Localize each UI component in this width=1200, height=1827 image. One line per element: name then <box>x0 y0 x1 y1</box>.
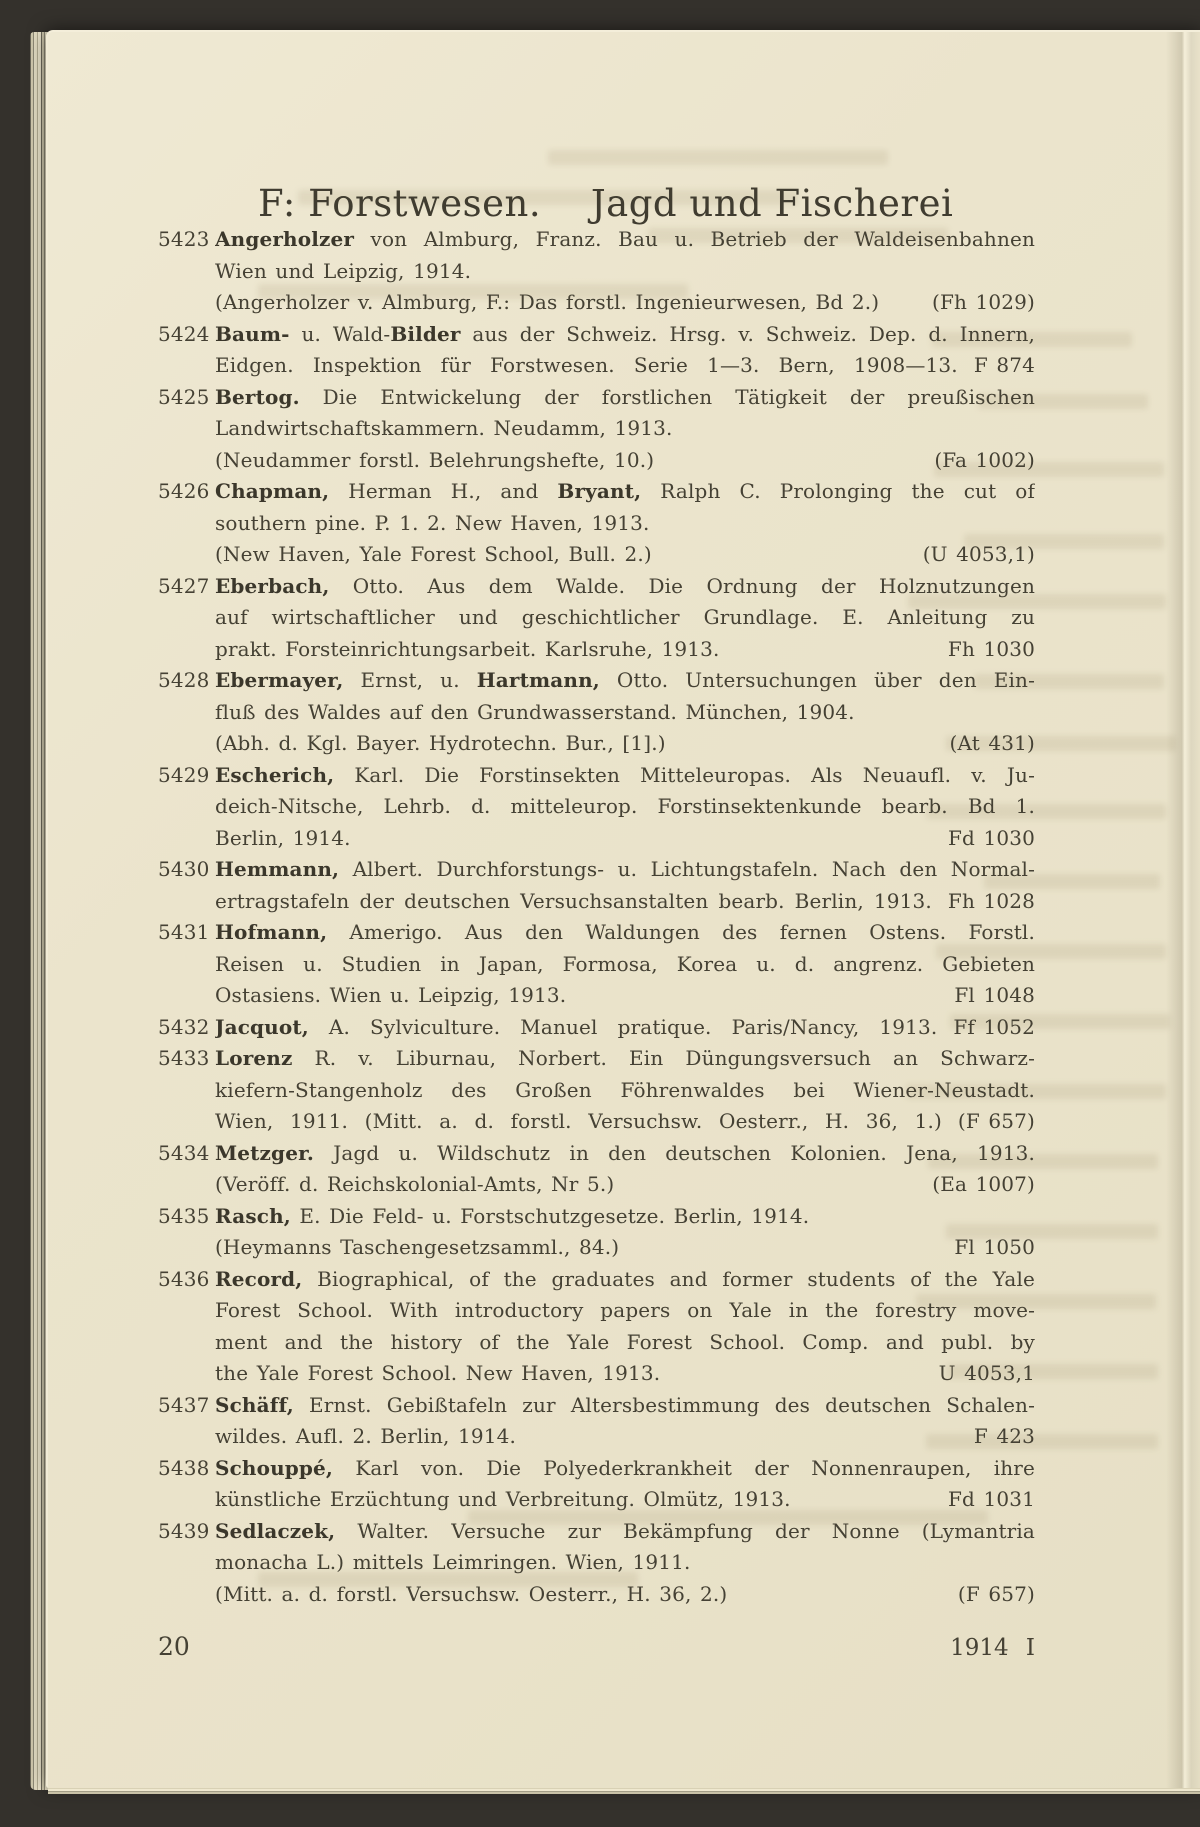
entry-text: Reisen u. Studien in Japan, Formosa, Korea u. d. angrenz. Gebieten <box>215 951 1035 976</box>
shelfmark: (Ea 1007) <box>932 1172 1035 1196</box>
entry-number: 5428 <box>158 668 210 692</box>
entry-author: Baum- <box>215 321 290 346</box>
catalog-entry <box>158 319 1035 382</box>
entry-number: 5427 <box>158 573 210 598</box>
entry-text: (Angerholzer v. Almburg, F.: Das forstl. Ingenieurwesen, Bd 2.) <box>215 290 880 314</box>
entry-text: prakt. Forsteinrichtungsarbeit. Karlsruhe, 1913. <box>215 636 720 661</box>
entry-text: monacha L.) mittels Leimringen. Wien, 1911. <box>215 1550 691 1574</box>
entry-line <box>215 1295 1035 1327</box>
entry-number: 5425 <box>158 384 210 409</box>
shelfmark: (F 657) <box>957 1581 1035 1606</box>
entry-text: (Mitt. a. d. forstl. Versuchsw. Oesterr., H. 36, 2.) <box>215 1581 728 1606</box>
entry-author: Metzger. <box>215 1140 315 1165</box>
entry-line <box>215 1390 1035 1422</box>
catalog-entry <box>158 476 1035 571</box>
shelfmark: Fd 1031 <box>948 1487 1035 1511</box>
entry-line <box>215 1012 1035 1044</box>
entry-text: wildes. Aufl. 2. Berlin, 1914. <box>215 1424 517 1448</box>
entry-text: Ernst, u. <box>343 668 477 692</box>
section-heading: F: Forstwesen. Jagd und Fischerei <box>258 182 954 225</box>
entry-author: Jacquot, <box>215 1014 309 1039</box>
entry-line <box>215 917 1035 949</box>
entry-text: (Veröff. d. Reichskolonial-Amts, Nr 5.) <box>215 1172 615 1196</box>
entry-line <box>215 1484 1035 1516</box>
entry-author: Angerholzer <box>215 227 355 251</box>
entry-line <box>215 256 1035 288</box>
entry-line <box>215 1169 1035 1201</box>
catalog-entry <box>158 1201 1035 1264</box>
catalog-entry <box>158 760 1035 855</box>
entry-text: A. Sylviculture. Manuel pratique. Paris/Nancy, 1913. <box>308 1014 938 1039</box>
entry-text: Herman H., and <box>329 479 558 503</box>
shelfmark: Fl 1050 <box>954 1235 1035 1259</box>
catalog-entry <box>158 1264 1035 1390</box>
entry-author: Bryant, <box>557 479 642 503</box>
shelfmark: (F 657) <box>957 1109 1035 1133</box>
entry-line <box>215 980 1035 1012</box>
entry-line <box>215 1579 1035 1611</box>
entry-text: ertragstafeln der deutschen Versuchsanstalten bearb. Berlin, 1913. <box>215 888 932 913</box>
entry-line <box>215 413 1035 445</box>
entry-author: Rasch, <box>215 1203 291 1228</box>
volume-label: 1914 I <box>950 1635 1035 1661</box>
entry-author: Ebermayer, <box>215 668 344 692</box>
entry-author: Sedlaczek, <box>215 1518 336 1543</box>
entry-text: Ralph C. Prolonging the cut of <box>641 479 1035 503</box>
entry-line <box>215 1358 1035 1390</box>
entry-number: 5433 <box>158 1046 210 1070</box>
entry-line <box>215 1547 1035 1579</box>
entry-text: the Yale Forest School. New Haven, 1913. <box>215 1361 661 1385</box>
entry-line <box>215 382 1035 414</box>
entry-text: deich-Nitsche, Lehrb. d. mitteleurop. Forstinsektenkunde bearb. Bd 1. <box>215 794 1035 818</box>
entry-line <box>215 760 1035 792</box>
shelfmark: Ff 1052 <box>953 1014 1035 1039</box>
shelfmark: F 423 <box>973 1424 1035 1448</box>
entry-line <box>215 508 1035 540</box>
entry-number: 5439 <box>158 1518 210 1543</box>
entry-text: (Neudammer forstl. Belehrungshefte, 10.) <box>215 447 655 472</box>
entry-author: Escherich, <box>215 762 335 787</box>
entry-author: Lorenz <box>215 1046 293 1070</box>
entry-text: (Heymanns Taschengesetzsamml., 84.) <box>215 1235 620 1259</box>
shelfmark: Fl 1048 <box>954 983 1035 1007</box>
entry-text: Berlin, 1914. <box>215 825 351 850</box>
catalog-entry <box>158 1138 1035 1201</box>
entry-number: 5438 <box>158 1455 210 1480</box>
entry-author: Chapman, <box>215 479 330 503</box>
entry-number: 5429 <box>158 762 210 787</box>
entry-text: fluß des Waldes auf den Grundwasserstand. München, 1904. <box>215 699 855 724</box>
entry-author: Record, <box>215 1266 303 1291</box>
entry-number: 5431 <box>158 920 210 944</box>
entry-text: Jagd u. Wildschutz in den deutschen Kolonien. Jena, 1913. <box>314 1140 1035 1165</box>
entry-author: Schouppé, <box>215 1455 334 1480</box>
shelfmark: Fd 1030 <box>948 825 1035 850</box>
entry-text: Albert. Durchforstungs- u. Lichtungstafeln. Nach den Normal- <box>339 857 1035 881</box>
entry-line <box>215 445 1035 477</box>
entry-text: Eidgen. Inspektion für Forstwesen. Serie 1—3. Bern, 1908—13. <box>215 353 958 377</box>
entry-line <box>215 886 1035 918</box>
entry-text: Wien und Leipzig, 1914. <box>215 258 472 283</box>
catalog-entry <box>158 571 1035 666</box>
entry-line <box>215 1516 1035 1548</box>
entry-line <box>215 224 1035 256</box>
entry-text: Ostasiens. Wien u. Leipzig, 1913. <box>215 983 567 1007</box>
entry-text: (New Haven, Yale Forest School, Bull. 2.) <box>215 542 652 566</box>
bibliography-entries <box>158 224 1035 1610</box>
catalog-entry <box>158 224 1035 319</box>
shelfmark: Fh 1030 <box>947 636 1035 661</box>
book-page <box>46 30 1200 1788</box>
entry-text: Die Entwickelung der forstlichen Tätigkeit der preußischen <box>299 384 1035 409</box>
entry-number: 5423 <box>158 227 210 251</box>
catalog-entry <box>158 1516 1035 1611</box>
entry-line <box>215 476 1035 508</box>
entry-text: Wien, 1911. (Mitt. a. d. forstl. Versuchsw. Oesterr., H. 36, 1.) <box>215 1109 942 1133</box>
entry-number: 5437 <box>158 1392 210 1417</box>
entry-text: u. Wald- <box>289 321 391 346</box>
page-fold-crease <box>1166 32 1200 1788</box>
entry-line <box>215 1201 1035 1233</box>
entry-line <box>215 823 1035 855</box>
shelfmark: U 4053,1 <box>938 1361 1035 1385</box>
shelfmark: (Fa 1002) <box>934 447 1035 472</box>
catalog-entry <box>158 854 1035 917</box>
entry-line <box>215 1327 1035 1359</box>
entry-line <box>215 1075 1035 1107</box>
entry-author: Hofmann, <box>215 920 328 944</box>
entry-text: von Almburg, Franz. Bau u. Betrieb der Waldeisenbahnen <box>354 227 1035 251</box>
entry-text: Karl. Die Forstinsekten Mitteleuropas. Als Neuaufl. v. Ju- <box>334 762 1035 787</box>
shelfmark: (At 431) <box>949 731 1035 755</box>
ink-bleedthrough <box>548 150 888 165</box>
entry-line <box>215 665 1035 697</box>
entry-number: 5430 <box>158 857 210 881</box>
entry-text: Otto. Untersuchungen über den Ein- <box>599 668 1035 692</box>
entry-line <box>215 602 1035 634</box>
entry-line <box>215 571 1035 603</box>
shelfmark: Fh 1028 <box>947 888 1035 913</box>
entry-author: Schäff, <box>215 1392 294 1417</box>
shelfmark: F 874 <box>973 353 1035 377</box>
shelfmark: (Fh 1029) <box>932 290 1035 314</box>
entry-text: Biographical, of the graduates and former students of the Yale <box>302 1266 1035 1291</box>
entry-text: southern pine. P. 1. 2. New Haven, 1913. <box>215 510 650 535</box>
entry-text: aus der Schweiz. Hrsg. v. Schweiz. Dep. d. Innern, <box>460 321 1035 346</box>
entry-text: Karl von. Die Polyederkrankheit der Nonnenraupen, ihre <box>333 1455 1035 1480</box>
entry-line <box>215 319 1035 351</box>
entry-number: 5436 <box>158 1266 210 1291</box>
entry-line <box>215 1106 1035 1138</box>
entry-line <box>215 634 1035 666</box>
entry-line <box>215 728 1035 760</box>
entry-line <box>215 539 1035 571</box>
entry-line <box>215 1138 1035 1170</box>
catalog-entry <box>158 1043 1035 1138</box>
entry-line <box>215 791 1035 823</box>
entry-author: Hemmann, <box>215 857 340 881</box>
entry-number: 5424 <box>158 321 210 346</box>
entry-text: kiefern-Stangenholz des Großen Föhrenwaldes bei Wiener-Neustadt. <box>215 1077 1035 1102</box>
catalog-entry <box>158 1012 1035 1044</box>
entry-text: Amerigo. Aus den Waldungen des fernen Ostens. Forstl. <box>327 920 1035 944</box>
entry-line <box>215 1453 1035 1485</box>
catalog-entry <box>158 382 1035 477</box>
entry-line <box>215 1264 1035 1296</box>
entry-number: 5426 <box>158 479 210 503</box>
catalog-entry <box>158 1390 1035 1453</box>
entry-text: Forest School. With introductory papers on Yale in the forestry move- <box>215 1298 1035 1322</box>
entry-text: Landwirtschaftskammern. Neudamm, 1913. <box>215 416 673 440</box>
entry-number: 5434 <box>158 1140 210 1165</box>
entry-text: künstliche Erzüchtung und Verbreitung. Olmütz, 1913. <box>215 1487 791 1511</box>
entry-line <box>215 1421 1035 1453</box>
entry-line <box>215 854 1035 886</box>
entry-text: Otto. Aus dem Walde. Die Ordnung der Holznutzungen <box>329 573 1035 598</box>
entry-author: Eberbach, <box>215 573 330 598</box>
page-number: 20 <box>158 1632 190 1661</box>
entry-author: Bertog. <box>215 384 300 409</box>
catalog-entry <box>158 665 1035 760</box>
entry-line <box>215 949 1035 981</box>
entry-text: Walter. Versuche zur Bekämpfung der Nonne (Lymantria <box>335 1518 1035 1543</box>
entry-number: 5432 <box>158 1014 210 1039</box>
entry-line <box>215 350 1035 382</box>
entry-line <box>215 287 1035 319</box>
entry-text: auf wirtschaftlicher und geschichtlicher Grundlage. E. Anleitung zu <box>215 605 1035 629</box>
entry-text: R. v. Liburnau, Norbert. Ein Düngungsversuch an Schwarz- <box>292 1046 1035 1070</box>
entry-text: (Abh. d. Kgl. Bayer. Hydrotechn. Bur., [1].) <box>215 731 666 755</box>
entry-text: Ernst. Gebißtafeln zur Altersbestimmung des deutschen Schalen- <box>293 1392 1035 1417</box>
entry-text: E. Die Feld- u. Forstschutzgesetze. Berlin, 1914. <box>290 1203 810 1228</box>
entry-author: Bilder <box>390 321 461 346</box>
shelfmark: (U 4053,1) <box>922 542 1035 566</box>
catalog-entry <box>158 917 1035 1012</box>
entry-text: ment and the history of the Yale Forest School. Comp. and publ. by <box>215 1329 1035 1354</box>
entry-line <box>215 1232 1035 1264</box>
entry-number: 5435 <box>158 1203 210 1228</box>
catalog-entry <box>158 1453 1035 1516</box>
entry-line <box>215 1043 1035 1075</box>
entry-author: Hartmann, <box>476 668 600 692</box>
entry-line <box>215 697 1035 729</box>
